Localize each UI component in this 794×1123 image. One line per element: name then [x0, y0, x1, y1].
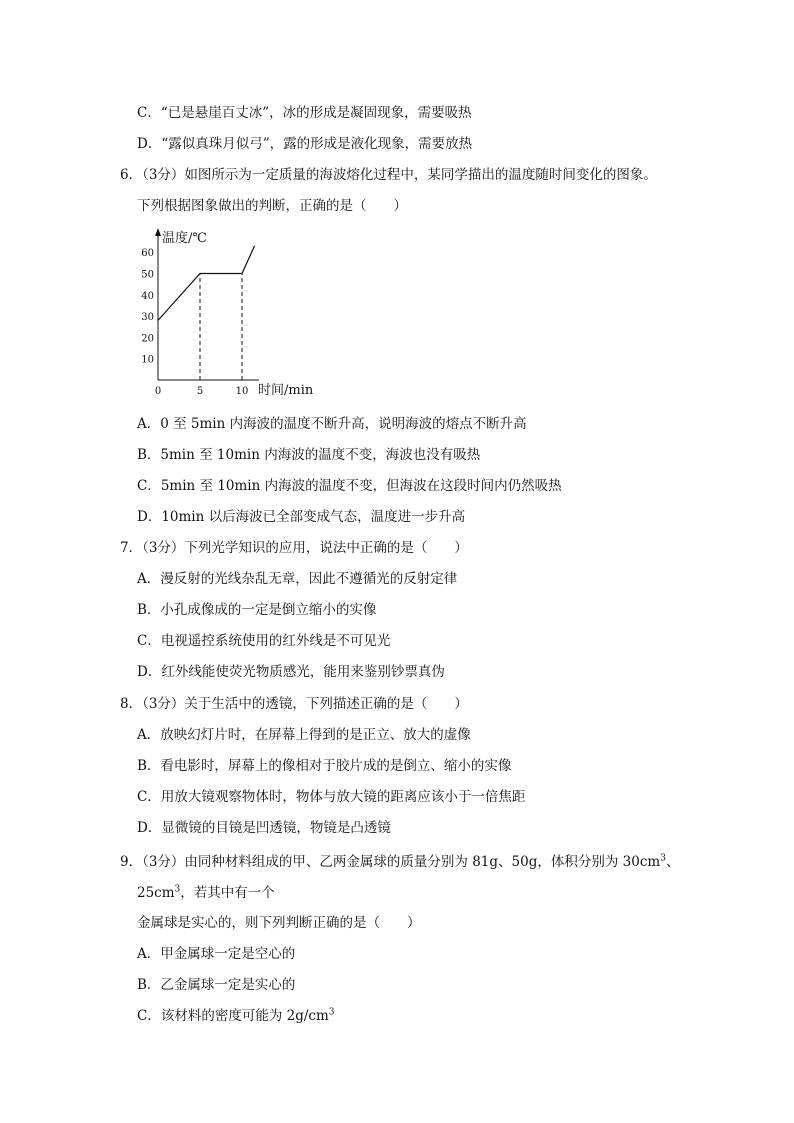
q9-line2-text-end: ，若其中有一个: [180, 885, 275, 901]
option-7d: D．红外线能使荧光物质感光，能用来鉴别钞票真伪: [137, 664, 445, 680]
x-tick-label: 5: [196, 386, 204, 397]
x-axis-label: 时间/min: [258, 383, 314, 398]
question-7-stem: 7．（3分）下列光学知识的应用，说法中正确的是（ ）: [120, 540, 468, 556]
y-tick-label: 40: [141, 290, 154, 302]
option-9c: [137, 1007, 335, 1025]
option-6b: B．5min 至 10min 内海波的温度不变，海波也没有吸热: [137, 447, 481, 463]
y-tick-label: 20: [141, 333, 154, 345]
x-tick-label: 0: [154, 386, 162, 397]
q9-superscript: 3: [660, 853, 666, 864]
y-tick-label: 50: [141, 269, 154, 281]
option-9b: B．乙金属球一定是实心的: [137, 977, 296, 993]
q9-line2-text: 25cm: [137, 885, 175, 901]
question-8-stem: 8．（3分）关于生活中的透镜，下列描述正确的是（ ）: [120, 696, 468, 712]
option-8a: A．放映幻灯片时，在屏幕上得到的是正立、放大的虚像: [137, 727, 471, 743]
option-9c-superscript: 3: [328, 1007, 335, 1018]
question-9-stem-line3: 金属球是实心的，则下列判断正确的是（ ）: [137, 915, 421, 931]
y-tick-label: 10: [141, 354, 154, 366]
question-9-stem-line2: [137, 884, 275, 902]
question-9-stem: [120, 853, 679, 871]
q9-line2-superscript: 3: [174, 884, 181, 895]
option-6d: D．10min 以后海波已全部变成气态，温度进一步升高: [137, 509, 466, 525]
option-6c: C．5min 至 10min 内海波的温度不变，但海波在这段时间内仍然吸热: [137, 478, 562, 494]
q9-text: 9．（3分）由同种材料组成的甲、乙两金属球的质量分别为 81g、50g，体积分别为 30cm: [120, 854, 661, 870]
option-9a: A．甲金属球一定是空心的: [137, 946, 296, 962]
y-axis-arrow: [155, 228, 161, 236]
y-axis-label: 温度/℃: [162, 231, 207, 246]
y-tick-label: 30: [141, 312, 154, 324]
option-8d: D．显微镜的目镜是凹透镜，物镜是凸透镜: [137, 820, 391, 836]
temperature-curve: [158, 246, 255, 321]
option-6a: A．0 至 5min 内海波的温度不断升高，说明海波的熔点不断升高: [137, 416, 527, 432]
option-7c: C．电视遥控系统使用的红外线是不可见光: [137, 633, 391, 649]
option-7a: A．漫反射的光线杂乱无章，因此不遵循光的反射定律: [137, 571, 458, 587]
option-9c-text: C．该材料的密度可能为 2g/cm: [137, 1008, 329, 1024]
option-5d: D．“露似真珠月似弓”，露的形成是液化现象，需要放热: [137, 136, 473, 152]
temperature-time-chart: [134, 222, 314, 402]
option-8b: B．看电影时，屏幕上的像相对于胶片成的是倒立、缩小的实像: [137, 758, 512, 774]
question-6-stem-cont: 下列根据图象做出的判断，正确的是（ ）: [137, 198, 407, 214]
q9-text-end: 、: [665, 854, 680, 870]
option-5c: C．“已是悬崖百丈冰”，冰的形成是凝固现象，需要吸热: [137, 105, 472, 121]
question-6-stem: 6．（3分）如图所示为一定质量的海波熔化过程中，某同学描出的温度随时间变化的图象。: [120, 167, 657, 183]
option-7b: B．小孔成像成的一定是倒立缩小的实像: [137, 602, 377, 618]
y-tick-label: 60: [141, 248, 154, 260]
option-8c: C．用放大镜观察物体时，物体与放大镜的距离应该小于一倍焦距: [137, 789, 526, 805]
x-tick-label: 10: [235, 386, 249, 397]
